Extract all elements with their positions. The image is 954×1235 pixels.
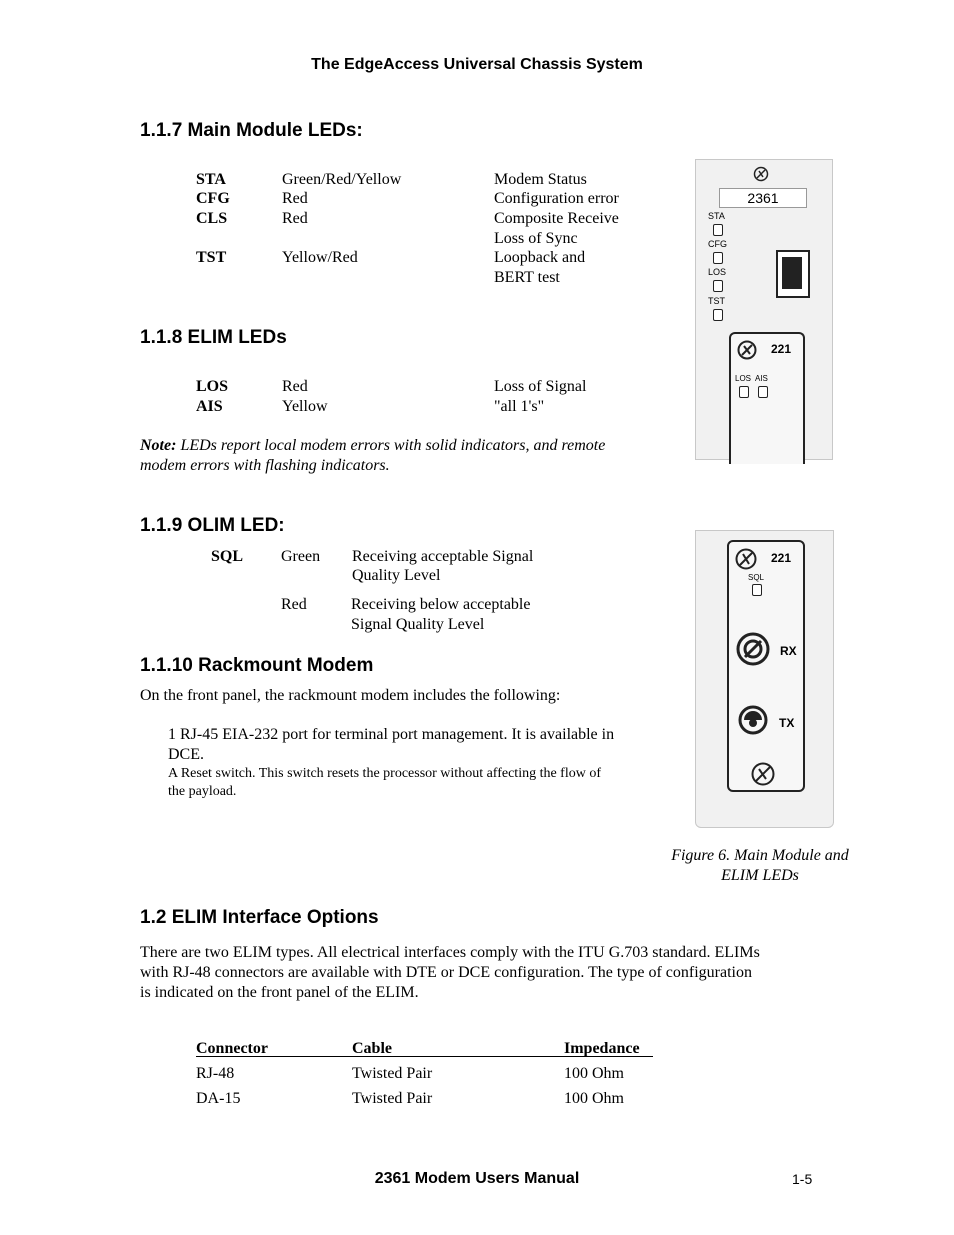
led-color: Red [282, 378, 308, 395]
led-desc: Receiving acceptable Signal [352, 548, 534, 565]
paragraph-line: with RJ-48 connectors are available with DTE or DCE configuration. The type of configuration [140, 964, 752, 981]
led-desc: BERT test [494, 269, 560, 286]
main-module-panel [695, 159, 833, 460]
cfg-led-indicator [713, 252, 723, 264]
led-color: Red [281, 596, 307, 613]
led-color: Green/Red/Yellow [282, 171, 402, 188]
section-heading-1110: 1.1.10 Rackmount Modem [140, 655, 374, 676]
olim-panel [695, 530, 834, 828]
led-label: STA [708, 211, 725, 221]
intro-text: On the front panel, the rackmount modem includes the following: [140, 687, 561, 704]
los-led-indicator [713, 280, 723, 292]
led-desc: Loss of Signal [494, 378, 587, 395]
led-name: CFG [196, 190, 230, 207]
led-label: TST [708, 296, 725, 306]
led-color: Red [282, 210, 308, 227]
page-number: 1-5 [792, 1171, 813, 1187]
section-heading-117: 1.1.7 Main Module LEDs: [140, 120, 363, 141]
table-cell: 100 Ohm [564, 1065, 624, 1082]
led-desc: Quality Level [352, 567, 441, 584]
led-name: SQL [211, 548, 244, 565]
sql-led-indicator [752, 584, 762, 596]
note-line-1 [140, 436, 605, 456]
screw-icon [751, 762, 775, 786]
led-desc: Signal Quality Level [351, 616, 485, 633]
list-item: 1 RJ-45 EIA-232 port for terminal port management. It is available in [168, 726, 615, 743]
figure-caption-line-2: ELIM LEDs [721, 867, 799, 884]
list-item: A Reset switch. This switch resets the processor without affecting the flow of [168, 766, 602, 781]
led-desc: Loopback and [494, 249, 586, 266]
ais-led-indicator [758, 386, 768, 398]
list-item: DCE. [168, 746, 204, 763]
led-desc: Configuration error [494, 190, 619, 207]
table-header-connector: Connector [196, 1040, 268, 1057]
tx-label: TX [779, 716, 795, 730]
table-header-impedance: Impedance [564, 1040, 640, 1057]
led-label: AIS [755, 374, 768, 383]
section-heading-12: 1.2 ELIM Interface Options [140, 907, 379, 928]
screw-icon [735, 548, 757, 570]
section-heading-118: 1.1.8 ELIM LEDs [140, 327, 287, 348]
los-led-indicator [739, 386, 749, 398]
olim-module [727, 540, 805, 792]
paragraph-line: is indicated on the front panel of the ELIM. [140, 984, 419, 1001]
led-color: Yellow/Red [282, 249, 358, 266]
rx-label: RX [780, 644, 797, 658]
led-label: CFG [708, 239, 727, 249]
note-label: Note: [140, 437, 177, 454]
led-desc: "all 1's" [494, 398, 545, 415]
led-desc: Receiving below acceptable [351, 596, 531, 613]
screw-icon [737, 340, 757, 360]
page-header: The EdgeAccess Universal Chassis System [311, 56, 643, 73]
table-cell: Twisted Pair [352, 1065, 433, 1082]
led-name: STA [196, 171, 226, 188]
led-name: CLS [196, 210, 228, 227]
table-cell: DA-15 [196, 1090, 241, 1107]
led-color: Green [281, 548, 321, 565]
led-desc: Composite Receive [494, 210, 619, 227]
led-name: TST [196, 249, 227, 266]
elim-number: 221 [771, 342, 792, 356]
tst-led-indicator [713, 309, 723, 321]
olim-number: 221 [771, 551, 792, 565]
led-desc: Loss of Sync [494, 230, 578, 247]
table-cell: Twisted Pair [352, 1090, 433, 1107]
led-name: AIS [196, 398, 223, 415]
rx-connector-icon [736, 632, 770, 666]
led-name: LOS [196, 378, 229, 395]
table-cell: 100 Ohm [564, 1090, 624, 1107]
led-desc: Modem Status [494, 171, 587, 188]
led-label: SQL [748, 573, 765, 582]
rj45-port-icon [776, 250, 810, 298]
tx-connector-icon [738, 705, 768, 735]
model-label: 2361 [719, 188, 807, 208]
paragraph-line: There are two ELIM types. All electrical interfaces comply with the ITU G.703 standard. ELIMs [140, 944, 760, 961]
table-header-cable: Cable [352, 1040, 392, 1057]
led-label: LOS [708, 267, 727, 277]
sta-led-indicator [713, 224, 723, 236]
led-label: LOS [735, 374, 752, 383]
note-line-2: modem errors with flashing indicators. [140, 457, 390, 474]
led-color: Yellow [282, 398, 328, 415]
list-item: the payload. [168, 784, 237, 799]
section-heading-119: 1.1.9 OLIM LED: [140, 515, 285, 536]
table-cell: RJ-48 [196, 1065, 235, 1082]
led-color: Red [282, 190, 308, 207]
figure-caption-line-1: Figure 6. Main Module and [671, 847, 849, 864]
note-text: LEDs report local modem errors with solid indicators, and remote [176, 437, 606, 454]
screw-icon [753, 166, 769, 182]
footer-title: 2361 Modem Users Manual [374, 1170, 580, 1187]
elim-module [729, 332, 805, 464]
